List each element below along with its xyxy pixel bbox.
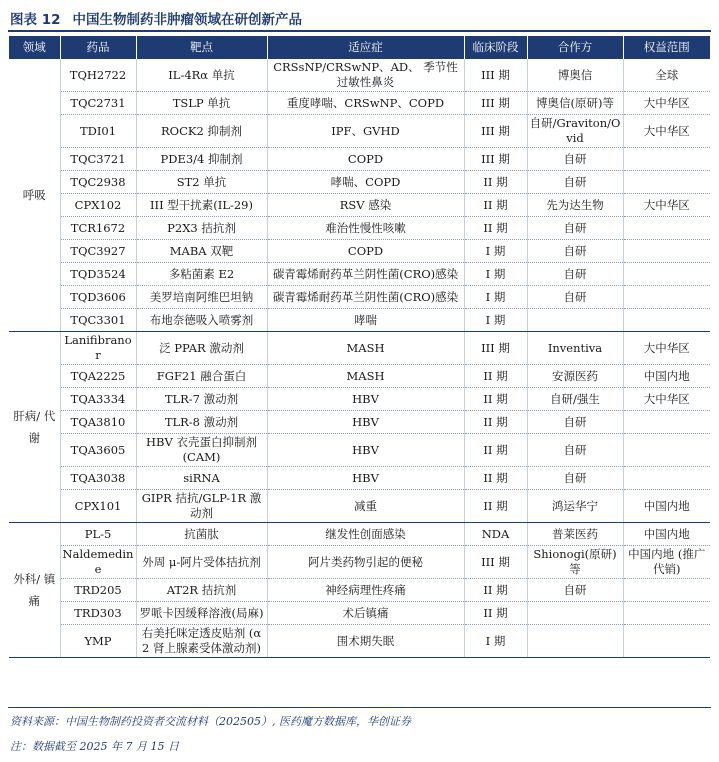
drug-cell: TQC3301 [60,309,136,332]
indication-cell: 碳青霉烯耐药革兰阴性菌(CRO)感染 [267,263,464,286]
partner-cell: 安源医药 [527,365,623,388]
table-row [9,286,710,309]
drug-cell: TQD3606 [60,286,136,309]
drug-cell: CPX102 [60,194,136,217]
phase-cell: II 期 [464,171,527,194]
target-cell: TSLP 单抗 [136,92,267,115]
table-row [9,434,710,467]
rights-cell: 大中华区 [623,194,710,217]
figure-title-text: 中国生物制药非肿瘤领域在研创新产品 [72,12,302,28]
phase-cell: I 期 [464,263,527,286]
rights-cell: 中国内地 [623,365,710,388]
drug-cell: TQH2722 [60,59,136,92]
rights-cell [623,411,710,434]
partner-cell: 自研 [527,434,623,467]
indication-cell: 减重 [267,490,464,523]
table-row [9,217,710,240]
phase-cell: III 期 [464,332,527,365]
partner-cell: 自研 [527,217,623,240]
partner-cell: 自研 [527,411,623,434]
phase-cell: II 期 [464,217,527,240]
rights-cell [623,434,710,467]
domain-cell: 呼吸 [9,59,60,332]
phase-cell: II 期 [464,434,527,467]
rights-cell: 大中华区 [623,92,710,115]
partner-cell: 自研 [527,579,623,602]
indication-cell: CRSsNP/CRSwNP、AD、 季节性过敏性鼻炎 [267,59,464,92]
indication-cell: HBV [267,411,464,434]
rights-cell: 大中华区 [623,388,710,411]
partner-cell [527,625,623,658]
indication-cell: COPD [267,148,464,171]
rights-cell [623,171,710,194]
table-row [9,309,710,332]
indication-cell: RSV 感染 [267,194,464,217]
pipeline-table [9,36,710,658]
target-cell: siRNA [136,467,267,490]
drug-cell: CPX101 [60,490,136,523]
partner-cell: Shionogi(原研)等 [527,546,623,579]
partner-cell: 自研 [527,240,623,263]
drug-cell: TQA3038 [60,467,136,490]
indication-cell: MASH [267,332,464,365]
phase-cell: II 期 [464,490,527,523]
partner-cell [527,309,623,332]
rights-cell [623,240,710,263]
table-row [9,171,710,194]
rights-cell [623,625,710,658]
phase-cell: II 期 [464,194,527,217]
partner-cell: 自研 [527,286,623,309]
drug-cell: TCR1672 [60,217,136,240]
target-cell: TLR-8 激动剂 [136,411,267,434]
drug-cell: Naldemedine [60,546,136,579]
phase-cell: I 期 [464,240,527,263]
table-row [9,148,710,171]
rights-cell [623,263,710,286]
drug-cell: TQA3810 [60,411,136,434]
drug-cell: TRD303 [60,602,136,625]
table-row [9,388,710,411]
phase-cell: II 期 [464,388,527,411]
table-row [9,523,710,546]
partner-cell: Inventiva [527,332,623,365]
target-cell: PDE3/4 抑制剂 [136,148,267,171]
drug-cell: TQA3605 [60,434,136,467]
phase-cell: I 期 [464,625,527,658]
drug-cell: Lanifibranor [60,332,136,365]
figure-number: 图表 12 [10,12,61,28]
table-row [9,92,710,115]
rights-cell [623,467,710,490]
drug-cell: YMP [60,625,136,658]
title-rule [8,30,711,32]
phase-cell: II 期 [464,467,527,490]
partner-cell: 先为达生物 [527,194,623,217]
table-body [9,59,710,658]
phase-cell: III 期 [464,59,527,92]
indication-cell: HBV [267,434,464,467]
target-cell: GIPR 拮抗/GLP-1R 激动剂 [136,490,267,523]
target-cell: 多粘菌素 E2 [136,263,267,286]
rights-cell: 全球 [623,59,710,92]
indication-cell: 哮喘、COPD [267,171,464,194]
drug-cell: PL-5 [60,523,136,546]
indication-cell: COPD [267,240,464,263]
target-cell: 泛 PPAR 激动剂 [136,332,267,365]
table-row [9,332,710,365]
phase-cell: III 期 [464,92,527,115]
target-cell: 右美托咪定透皮贴剂 (α2 肾上腺素受体激动剂) [136,625,267,658]
phase-cell: III 期 [464,546,527,579]
target-cell: 美罗培南阿维巴坦钠 [136,286,267,309]
target-cell: ST2 单抗 [136,171,267,194]
target-cell: 布地奈德吸入喷雾剂 [136,309,267,332]
drug-cell: TRD205 [60,579,136,602]
rights-cell [623,286,710,309]
target-cell: FGF21 融合蛋白 [136,365,267,388]
header-partner: 合作方 [527,36,623,59]
phase-cell: II 期 [464,365,527,388]
drug-cell: TQA3334 [60,388,136,411]
domain-cell: 肝病/ 代谢 [9,332,60,523]
partner-cell: 自研 [527,148,623,171]
target-cell: III 型干扰素(IL-29) [136,194,267,217]
phase-cell: II 期 [464,579,527,602]
target-cell: 外周 μ-阿片受体拮抗剂 [136,546,267,579]
rights-cell [623,602,710,625]
drug-cell: TDI01 [60,115,136,148]
domain-cell: 外科/ 镇痛 [9,523,60,658]
target-cell: ROCK2 抑制剂 [136,115,267,148]
header-phase: 临床阶段 [464,36,527,59]
partner-cell: 博奥信 [527,59,623,92]
indication-cell: 阿片类药物引起的便秘 [267,546,464,579]
partner-cell: 自研/强生 [527,388,623,411]
target-cell: 罗哌卡因缓释溶液(局麻) [136,602,267,625]
indication-cell: 难治性慢性咳嗽 [267,217,464,240]
indication-cell: 围术期失眠 [267,625,464,658]
target-cell: P2X3 拮抗剂 [136,217,267,240]
target-cell: TLR-7 激动剂 [136,388,267,411]
header-row [9,36,710,59]
rights-cell [623,579,710,602]
drug-cell: TQC2938 [60,171,136,194]
indication-cell: 神经病理性疼痛 [267,579,464,602]
rights-cell: 中国内地 [623,490,710,523]
header-drug: 药品 [60,36,136,59]
rights-cell [623,309,710,332]
partner-cell: 博奥信(原研)等 [527,92,623,115]
table-row [9,602,710,625]
table-row [9,625,710,658]
table-row [9,263,710,286]
drug-cell: TQD3524 [60,263,136,286]
rights-cell: 中国内地 (推广代销) [623,546,710,579]
header-indication: 适应症 [267,36,464,59]
rights-cell: 大中华区 [623,115,710,148]
phase-cell: I 期 [464,309,527,332]
source-note: 资料来源：中国生物制药投资者交流材料（202505）, 医药魔方数据库，华创证券 [10,715,411,728]
table-row [9,59,710,92]
header-domain: 领域 [9,36,60,59]
drug-cell: TQC3927 [60,240,136,263]
indication-cell: IPF、GVHD [267,115,464,148]
rights-cell [623,217,710,240]
table-row [9,240,710,263]
indication-cell: HBV [267,467,464,490]
table-row [9,490,710,523]
target-cell: IL-4Rα 单抗 [136,59,267,92]
table-row [9,579,710,602]
indication-cell: MASH [267,365,464,388]
table-row [9,115,710,148]
drug-cell: TQC3721 [60,148,136,171]
indication-cell: HBV [267,388,464,411]
indication-cell: 哮喘 [267,309,464,332]
header-rights: 权益范围 [623,36,710,59]
rights-cell: 中国内地 [623,523,710,546]
table-row [9,467,710,490]
phase-cell: NDA [464,523,527,546]
partner-cell: 自研 [527,171,623,194]
table-row [9,411,710,434]
indication-cell: 重度哮喘、CRSwNP、COPD [267,92,464,115]
partner-cell: 普莱医药 [527,523,623,546]
rights-cell: 大中华区 [623,332,710,365]
partner-cell: 鸿运华宁 [527,490,623,523]
footnote: 注：数据截至 2025 年 7 月 15 日 [10,740,179,753]
header-target: 靶点 [136,36,267,59]
table-row [9,194,710,217]
phase-cell: III 期 [464,148,527,171]
phase-cell: I 期 [464,286,527,309]
partner-cell [527,602,623,625]
drug-cell: TQC2731 [60,92,136,115]
target-cell: AT2R 拮抗剂 [136,579,267,602]
target-cell: MABA 双靶 [136,240,267,263]
bottom-rule [8,707,711,708]
table-row [9,365,710,388]
target-cell: 抗菌肽 [136,523,267,546]
figure-title [10,8,710,28]
indication-cell: 术后镇痛 [267,602,464,625]
phase-cell: II 期 [464,602,527,625]
drug-cell: TQA2225 [60,365,136,388]
partner-cell: 自研/Graviton/Ovid [527,115,623,148]
phase-cell: II 期 [464,411,527,434]
table-row [9,546,710,579]
target-cell: HBV 衣壳蛋白抑制剂 (CAM) [136,434,267,467]
phase-cell: III 期 [464,115,527,148]
partner-cell: 自研 [527,263,623,286]
rights-cell [623,148,710,171]
indication-cell: 碳青霉烯耐药革兰阴性菌(CRO)感染 [267,286,464,309]
partner-cell: 自研 [527,467,623,490]
indication-cell: 继发性创面感染 [267,523,464,546]
